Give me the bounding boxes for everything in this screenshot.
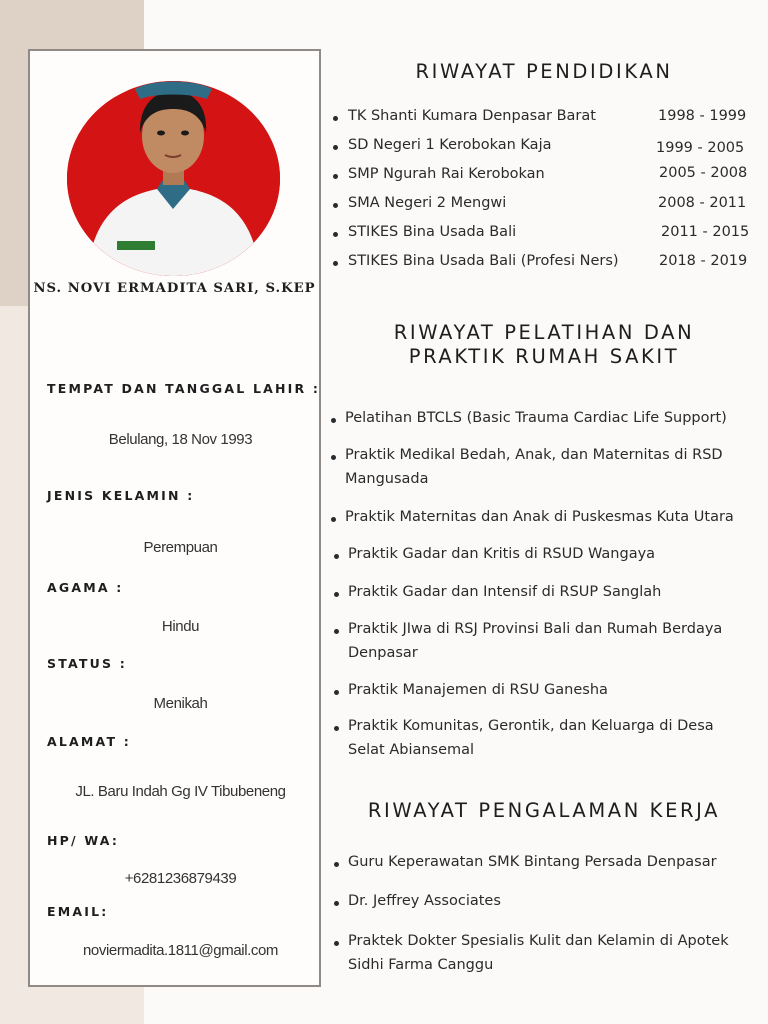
gender-value: Perempuan [143, 539, 218, 556]
education-school: SD Negeri 1 Kerobokan Kaja [348, 137, 552, 153]
profile-name: NS. NOVI ERMADITA SARI, S.KEP [33, 281, 316, 296]
training-item: Praktik JIwa di RSJ Provinsi Bali dan Rumah Berdaya Denpasar [348, 621, 723, 661]
education-years: 2005 - 2008 [659, 165, 748, 181]
education-years: 1998 - 1999 [658, 108, 747, 124]
work-item: Praktek Dokter Spesialis Kulit dan Kelamin di Apotek Sidhi Farma Canggu [348, 933, 729, 973]
bullet-icon [334, 941, 339, 946]
education-school: SMP Ngurah Rai Kerobokan [348, 166, 545, 182]
phone-value: +6281236879439 [124, 870, 237, 887]
bullet-icon [331, 418, 336, 423]
bullet-icon [333, 261, 338, 266]
training-heading-line1: RIWAYAT PELATIHAN DAN [393, 321, 695, 344]
education-years: 2011 - 2015 [661, 224, 750, 240]
bullet-icon [333, 232, 338, 237]
bullet-icon [334, 629, 339, 634]
bullet-icon [331, 455, 336, 460]
bullet-icon [333, 116, 338, 121]
birth-value: Belulang, 18 Nov 1993 [108, 431, 253, 448]
education-heading: RIWAYAT PENDIDIKAN [415, 60, 673, 83]
religion-value: Hindu [161, 618, 200, 635]
training-item: Praktik Maternitas dan Anak di Puskesmas Kuta Utara [345, 509, 734, 525]
bullet-icon [334, 592, 339, 597]
gender-label: JENIS KELAMIN : [47, 488, 195, 503]
training-item: Praktik Medikal Bedah, Anak, dan Maternitas di RSD Mangusada [345, 447, 723, 487]
bullet-icon [333, 174, 338, 179]
status-value: Menikah [153, 695, 208, 712]
email-value: noviermadita.1811@gmail.com [82, 942, 279, 959]
training-item: Praktik Komunitas, Gerontik, dan Keluarga di Desa Selat Abiansemal [348, 718, 714, 758]
work-heading: RIWAYAT PENGALAMAN KERJA [367, 799, 721, 822]
bullet-icon [334, 862, 339, 867]
bullet-icon [334, 726, 339, 731]
training-item: Praktik Gadar dan Kritis di RSUD Wangaya [348, 546, 656, 562]
education-school: TK Shanti Kumara Denpasar Barat [348, 108, 596, 124]
bullet-icon [334, 690, 339, 695]
religion-label: AGAMA : [47, 580, 124, 595]
birth-label: TEMPAT DAN TANGGAL LAHIR : [47, 381, 321, 396]
status-label: STATUS : [47, 656, 127, 671]
address-label: ALAMAT : [47, 734, 131, 749]
education-years: 2018 - 2019 [659, 253, 748, 269]
phone-label: HP/ WA: [47, 833, 120, 848]
work-item: Dr. Jeffrey Associates [348, 893, 501, 909]
training-heading-line2: PRAKTIK RUMAH SAKIT [408, 345, 680, 368]
work-item: Guru Keperawatan SMK Bintang Persada Denpasar [348, 854, 717, 870]
profile-photo [67, 81, 280, 276]
training-item: Praktik Gadar dan Intensif di RSUP Sanglah [348, 584, 662, 600]
training-item: Praktik Manajemen di RSU Ganesha [348, 682, 608, 698]
address-value: JL. Baru Indah Gg IV Tibubeneng [75, 783, 286, 800]
education-school: STIKES Bina Usada Bali (Profesi Ners) [348, 253, 619, 269]
bullet-icon [333, 145, 338, 150]
education-years: 2008 - 2011 [658, 195, 747, 211]
bullet-icon [334, 901, 339, 906]
education-years: 1999 - 2005 [656, 140, 745, 156]
bullet-icon [333, 203, 338, 208]
education-school: SMA Negeri 2 Mengwi [348, 195, 507, 211]
training-item: Pelatihan BTCLS (Basic Trauma Cardiac Life Support) [345, 410, 727, 426]
email-label: EMAIL: [47, 904, 109, 919]
bullet-icon [334, 554, 339, 559]
bullet-icon [331, 517, 336, 522]
education-school: STIKES Bina Usada Bali [348, 224, 517, 240]
